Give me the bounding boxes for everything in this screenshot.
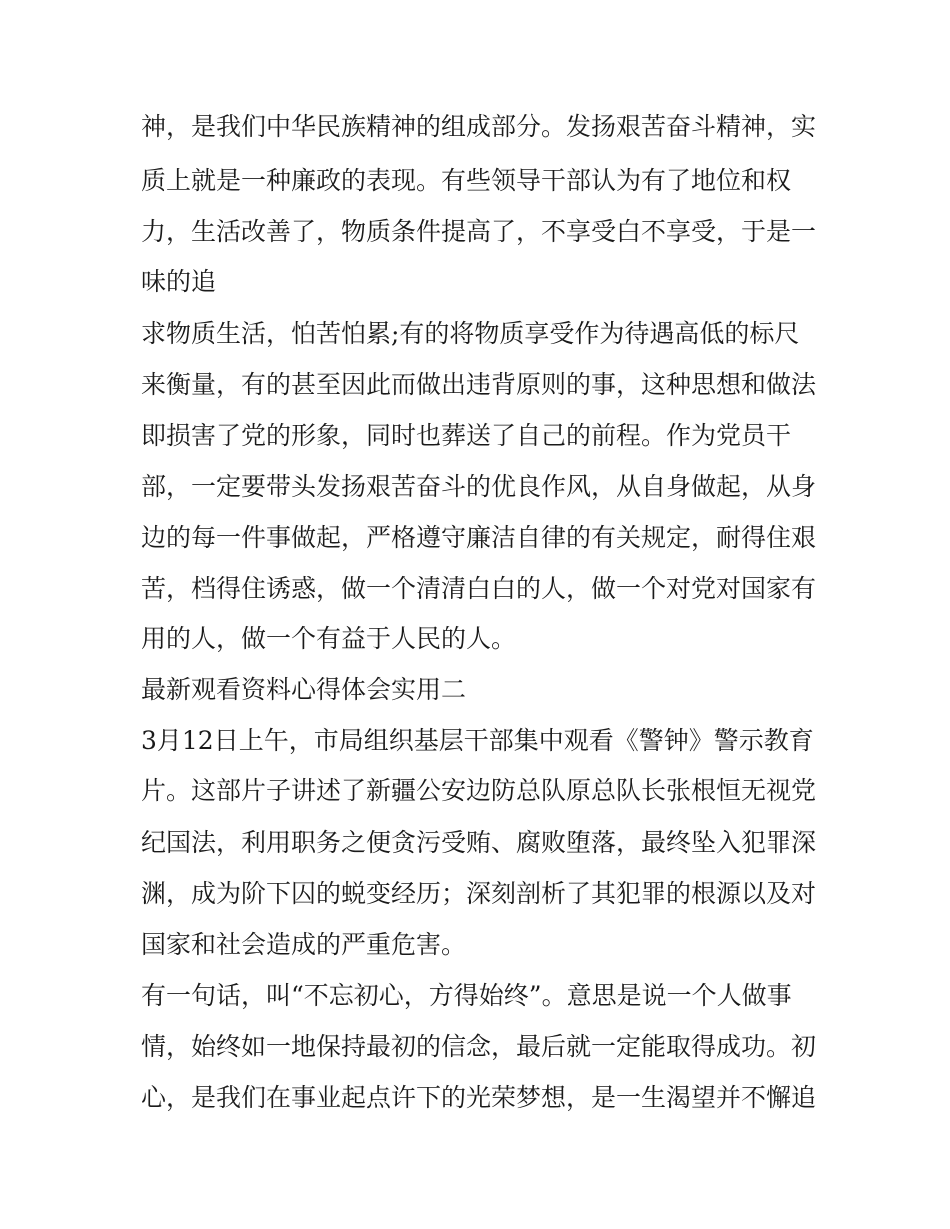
text-line: 3月12日上午，市局组织基层干部集中观看《警钟》警示教育 xyxy=(141,726,814,755)
text-line: 味的追 xyxy=(141,267,217,296)
text-line: 苦，档得住诱惑，做一个清清白白的人，做一个对党对国家有 xyxy=(141,574,817,603)
text-line: 渊，成为阶下囚的蜕变经历；深刻剖析了其犯罪的根源以及对 xyxy=(141,879,817,908)
text-line: 部，一定要带头发扬艰苦奋斗的优良作风，从自身做起，从身 xyxy=(141,472,817,501)
text-line: 边的每一件事做起，严格遵守廉洁自律的有关规定，耐得住艰 xyxy=(141,523,817,552)
text-line: 用的人，做一个有益于人民的人。 xyxy=(141,624,517,653)
text-line: 纪国法，利用职务之便贪污受贿、腐败堕落，最终坠入犯罪深 xyxy=(141,828,817,857)
text-line: 神，是我们中华民族精神的组成部分。发扬艰苦奋斗精神，实 xyxy=(141,112,817,141)
text-line: 求物质生活，怕苦怕累;有的将物质享受作为待遇高低的标尺 xyxy=(141,319,800,348)
section-heading: 最新观看资料心得体会实用二 xyxy=(141,675,467,704)
text-line: 情，始终如一地保持最初的信念，最后就一定能取得成功。初 xyxy=(141,1032,817,1061)
text-line: 片。这部片子讲述了新疆公安边防总队原总队长张根恒无视党 xyxy=(141,776,817,805)
text-line: 国家和社会造成的严重危害。 xyxy=(141,930,467,959)
text-line: 有一句话，叫“不忘初心，方得始终”。意思是说一个人做事 xyxy=(141,981,792,1010)
text-line: 心，是我们在事业起点许下的光荣梦想，是一生渴望并不懈追 xyxy=(141,1083,817,1112)
text-line: 来衡量，有的甚至因此而做出违背原则的事，这种思想和做法 xyxy=(141,370,817,399)
text-line: 力，生活改善了，物质条件提高了，不享受白不享受，于是一 xyxy=(141,217,817,246)
text-line: 质上就是一种廉政的表现。有些领导干部认为有了地位和权 xyxy=(141,166,792,195)
text-line: 即损害了党的形象，同时也葬送了自己的前程。作为党员干 xyxy=(141,421,792,450)
